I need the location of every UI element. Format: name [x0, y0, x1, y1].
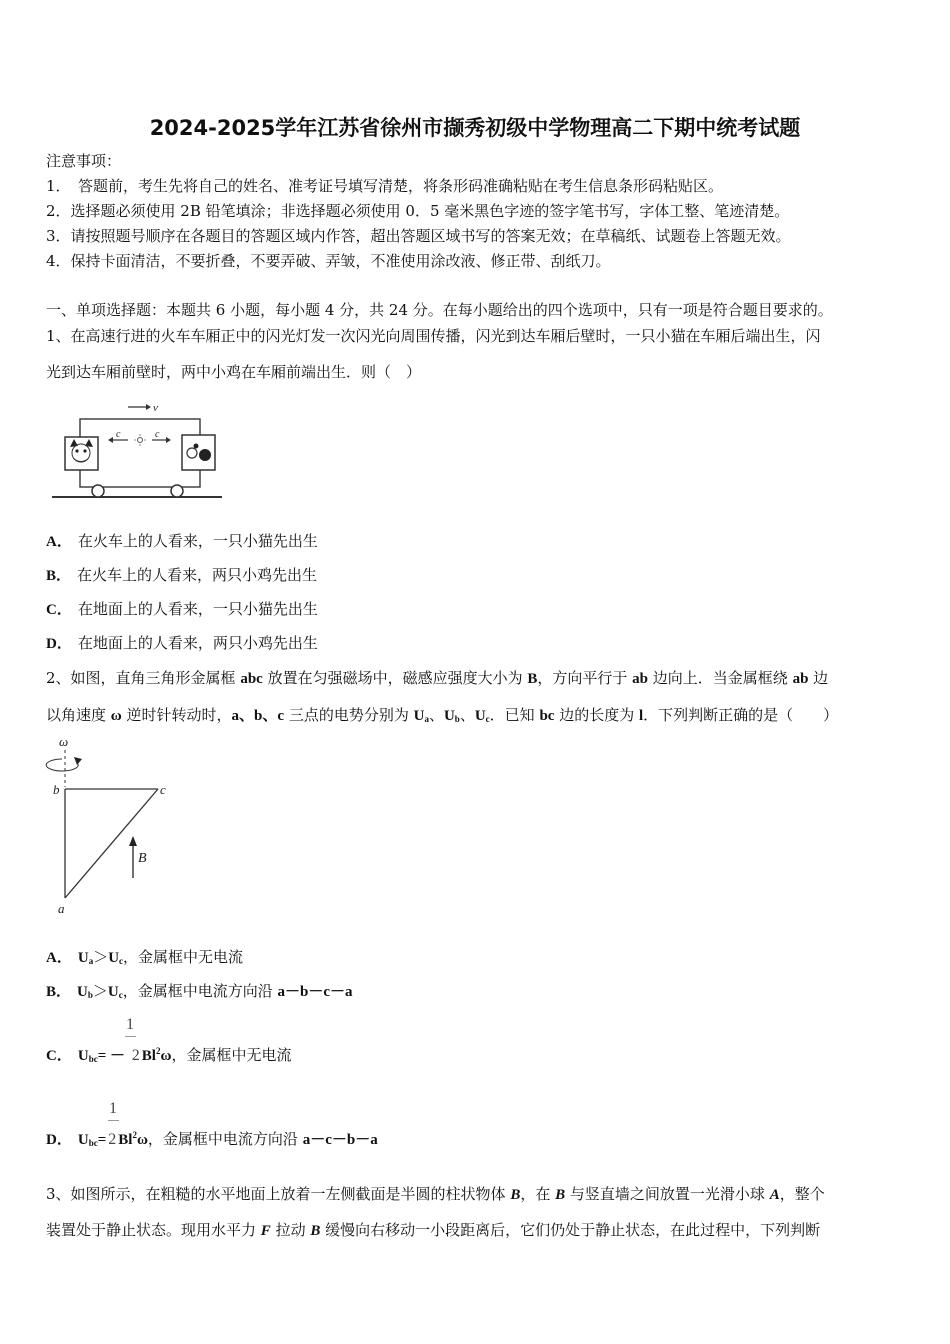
- note-item-1: 1． 答题前，考生先将自己的姓名、准考证号填写清楚，将条形码准确粘贴在考生信息条形码粘贴区。: [46, 177, 724, 195]
- q2-option-c: C． $U_{bc}= - 2$ Bl$^2$ω，金属框中无电流: [46, 1046, 292, 1064]
- q1-option-a: A． 在火车上的人看来，一只小猫先出生: [46, 532, 318, 550]
- vertex-c-label: c: [160, 782, 166, 797]
- vertex-b-label: b: [53, 782, 60, 797]
- q2-option-c-numerator: 1: [126, 1016, 134, 1033]
- vertex-a-label: a: [58, 901, 65, 916]
- light-left-label: c: [116, 429, 121, 440]
- note-item-2: 2．选择题必须使用 2B 铅笔填涂；非选择题必须使用 0．5 毫米黑色字迹的签字笔书写，字体工整、笔迹清楚。: [46, 202, 790, 220]
- velocity-label: v: [153, 402, 158, 414]
- q1-option-d: D． 在地面上的人看来，两只小鸡先出生: [46, 634, 318, 652]
- q2-stem-line2: 以角速度 ω 逆时针转动时，a、b、c 三点的电势分别为 $U_a$、$U_b$、$U_c$．已知 bc 边的长度为 l．下列判断正确的是（ ）: [46, 706, 839, 724]
- q2-option-d: D． $U_{bc}= 2$ Bl$^2$ω，金属框中电流方向沿 a－c－b－a: [46, 1130, 378, 1148]
- fraction-bar: [125, 1036, 136, 1037]
- q2-stem-line1: 2、如图，直角三角形金属框 abc 放置在匀强磁场中，磁感应强度大小为 B，方向平行于 ab 边向上．当金属框绕 ab 边: [46, 669, 829, 687]
- section-heading: 一、单项选择题：本题共 6 小题，每小题 4 分，共 24 分。在每小题给出的四个选项中，只有一项是符合题目要求的。: [46, 301, 833, 319]
- q1-stem-line2: 光到达车厢前壁时，两中小鸡在车厢前端出生．则（ ）: [46, 363, 422, 381]
- note-item-4: 4．保持卡面清洁，不要折叠，不要弄破、弄皱，不准使用涂改液、修正带、刮纸刀。: [46, 252, 611, 270]
- q3-stem-line2: 装置处于静止状态。现用水平力 F 拉动 B 缓慢向右移动一小段距离后，它们仍处于静止状态，在此过程中，下列判断: [46, 1221, 821, 1239]
- q2-option-a: A． $U_a>U_c$，金属框中无电流: [46, 948, 244, 966]
- field-b-label: B: [138, 851, 147, 866]
- q2-option-b: B． $U_b>U_c$，金属框中电流方向沿 a－b－c－a: [46, 982, 353, 1000]
- exam-title: 2024-2025学年江苏省徐州市撷秀初级中学物理高二下期中统考试题: [149, 116, 801, 140]
- rotation-arrow-icon: [74, 757, 82, 765]
- cat-icon: [65, 437, 98, 470]
- field-arrow-icon: [129, 836, 137, 846]
- q3-stem-line1: 3、如图所示，在粗糙的水平地面上放着一左侧截面是半圆的柱状物体 B，在 B 与竖直墙之间放置一光滑小球 A，整个: [46, 1185, 825, 1203]
- omega-label: ω: [59, 734, 69, 749]
- note-item-3: 3．请按照题号顺序在各题目的答题区域内作答，超出答题区域书写的答案无效；在草稿纸、试题卷上答题无效。: [46, 227, 791, 245]
- q1-option-c: C． 在地面上的人看来，一只小猫先出生: [46, 600, 318, 618]
- notes-heading: 注意事项：: [46, 152, 122, 170]
- q1-stem-line1: 1、在高速行进的火车车厢正中的闪光灯发一次闪光向周围传播，闪光到达车厢后壁时，一只小猫在车厢后端出生，闪: [46, 327, 821, 345]
- q2-option-d-numerator: 1: [109, 1100, 117, 1117]
- q1-option-b: B． 在火车上的人看来，两只小鸡先出生: [46, 566, 318, 584]
- light-right-label: c: [155, 429, 160, 440]
- q2-triangle-figure: [40, 732, 190, 917]
- fraction-bar: [108, 1120, 119, 1121]
- q1-train-figure: [50, 395, 240, 505]
